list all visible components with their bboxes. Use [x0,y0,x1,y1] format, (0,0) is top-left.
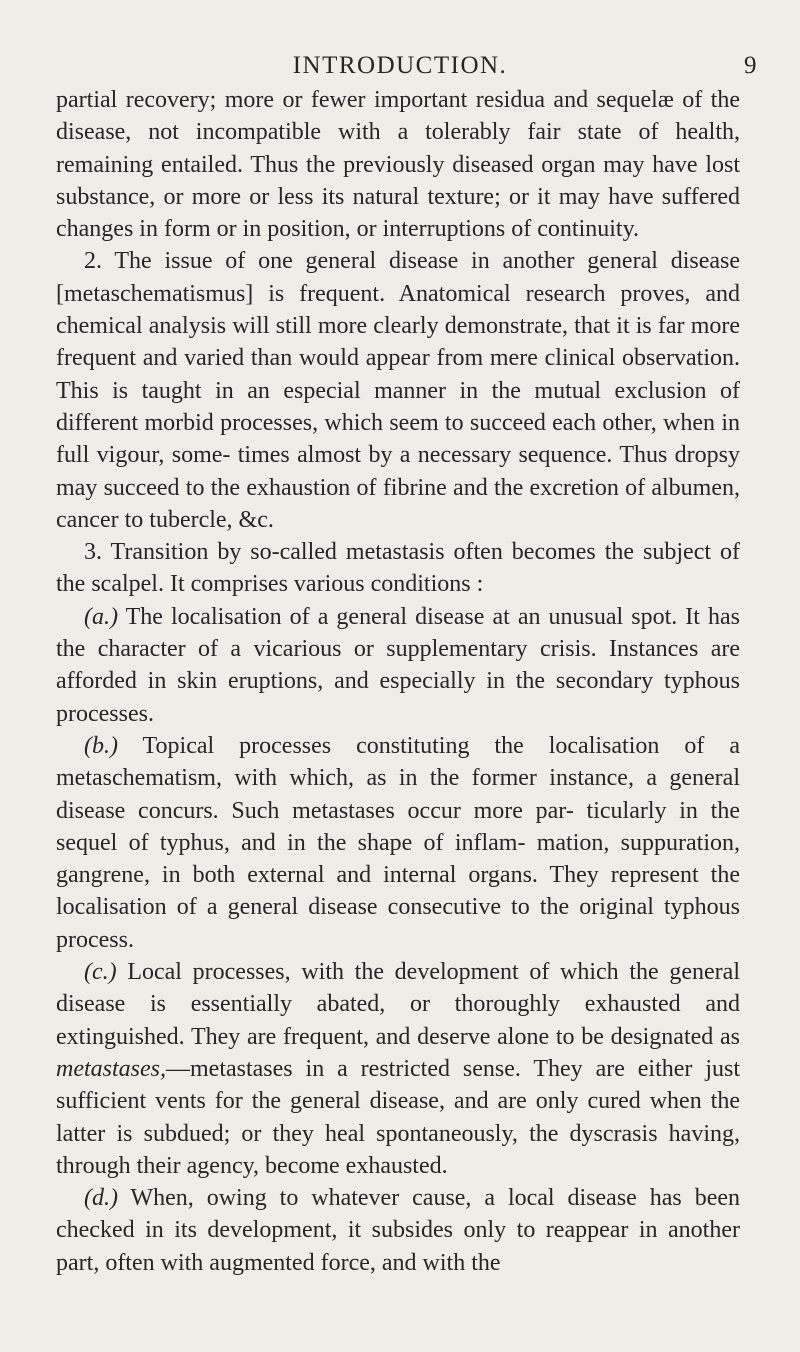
page-number: 9 [744,52,758,79]
running-head [0,52,800,84]
body-text [56,84,740,1279]
list-label: (b.) [84,732,118,759]
paragraph-text: partial recovery; more or fewer important residua and sequelæ of the disease, not incompatible with a tolerably fair state of health, remaining entailed. Thus the previously diseased organ may have lost substance, or more or less its natural texture; or it may have suffered changes in form or in position, or interruptions of continuity. [56,87,740,243]
list-label: (c.) [84,959,117,986]
paragraph-condition-d [56,1182,740,1279]
paragraph-condition-b [56,730,740,956]
paragraph-text: Local processes, with the development of which the general disease is essentially abated, or thoroughly exhausted and extinguished. They are frequent, and deserve alone to be designated as [56,959,740,1050]
paragraph-text: The localisation of a general disease at an unusual spot. It has the character of a vicarious or supplementary crisis. Instances are afforded in skin eruptions, and especially in the secondary typhous processes. [56,603,740,727]
paragraph-condition-a [56,601,740,730]
paragraph-text: —metastases in a restricted sense. They are either just sufficient vents for the general disease, and are only cured when the latter is subdued; or they heal spontaneously, the dyscrasis having, through their agency, become exhausted. [56,1055,740,1179]
list-label: (d.) [84,1185,118,1212]
running-head-title: INTRODUCTION. [292,52,508,79]
paragraph-metastasis [56,536,740,601]
paragraph-text: Topical processes constituting the localisation of a metaschematism, with which, as in the former instance, a general disease concurs. Such metastases occur more par- ticularly in the sequel of typhus, and in the shape of inflam- mation, suppuration, gangrene, in both external and internal organs. They represent the localisation of a general disease consecutive to the original typhous process. [56,732,740,953]
paragraph-text: 3. Transition by so-called metastasis often becomes the subject of the scalpel. It comprises various conditions : [56,539,740,598]
emphasized-term: metastases, [56,1055,166,1082]
paragraph-text: 2. The issue of one general disease in another general disease [metaschematismus] is frequent. Anatomical research proves, and chemical analysis will still more clearly demonstrate, that it is far more frequent and varied than would appear from mere clinical observation. This is taught in an especial manner in the mutual exclusion of different morbid processes, which seem to succeed each other, when in full vigour, some- times almost by a necessary sequence. Thus dropsy may succeed to the exhaustion of fibrine and the excretion of albumen, cancer to tubercle, &c. [56,248,740,533]
paragraph-text: When, owing to whatever cause, a local disease has been checked in its development, it subsides only to reappear in another part, often with augmented force, and with the [56,1185,740,1276]
paragraph-metaschematismus [56,245,740,536]
list-label: (a.) [84,603,118,630]
paragraph-condition-c [56,956,740,1182]
paragraph-continuation [56,84,740,245]
